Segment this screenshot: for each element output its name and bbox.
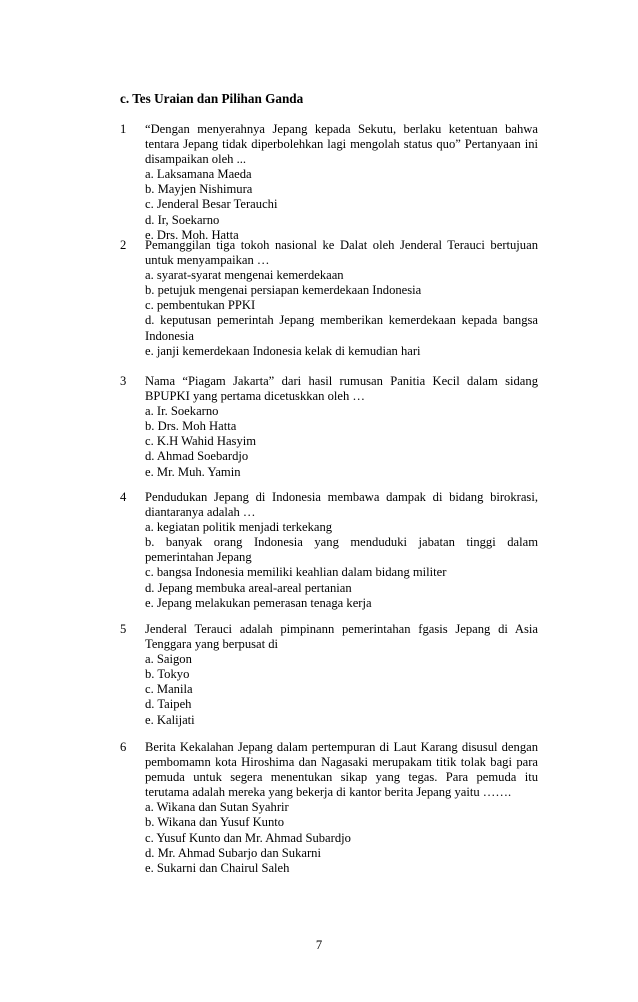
option-b: b. Drs. Moh Hatta <box>145 419 237 434</box>
question-number: 3 <box>120 374 127 388</box>
option-c: c. pembentukan PPKI <box>145 298 256 313</box>
option-b: b. petujuk mengenai persiapan kemerdekaan Indonesia <box>145 283 422 298</box>
question-number: 2 <box>120 238 127 252</box>
option-a: a. Wikana dan Sutan Syahrir <box>145 800 289 815</box>
option-a: a. kegiatan politik menjadi terkekang <box>145 520 333 535</box>
question-text: “Dengan menyerahnya Jepang kepada Sekutu, berlaku ketentuan bahwa tentara Jepang tidak diperbolehkan lagi mengolah status quo” Pertanyaan ini disampaikan oleh ... <box>145 122 538 167</box>
option-c: c. Yusuf Kunto dan Mr. Ahmad Subardjo <box>145 830 351 845</box>
option-c: c. K.H Wahid Hasyim <box>145 434 257 449</box>
option-a: a. Saigon <box>145 652 192 667</box>
option-d: d. Taipeh <box>145 697 192 712</box>
question-3 <box>120 374 538 480</box>
question-number: 4 <box>120 490 127 504</box>
option-d: d. Jepang membuka areal-areal pertanian <box>145 580 352 595</box>
option-e: e. janji kemerdekaan Indonesia kelak di kemudian hari <box>145 343 421 358</box>
question-number: 6 <box>120 740 127 754</box>
option-e: e. Drs. Moh. Hatta <box>145 227 239 242</box>
question-text: Berita Kekalahan Jepang dalam pertempuran di Laut Karang disusul dengan pembomamn kota Hiroshima dan Nagasaki merupakam titik tolak bagi para pemuda untuk segera menentukan sikap yang tegas. Para pemuda itu terutama adalah mereka yang bekerja di kantor berita Jepang yaitu ……. <box>145 740 538 800</box>
section-heading: c. Tes Uraian dan Pilihan Ganda <box>120 91 304 106</box>
option-e: e. Mr. Muh. Yamin <box>145 464 241 479</box>
option-e: e. Jepang melakukan pemerasan tenaga kerja <box>145 595 372 610</box>
option-a: a. Ir. Soekarno <box>145 404 219 419</box>
option-c: c. Manila <box>145 682 193 697</box>
question-number: 5 <box>120 622 127 636</box>
option-b: b. Wikana dan Yusuf Kunto <box>145 815 285 830</box>
question-6 <box>120 740 538 876</box>
question-5 <box>120 622 538 728</box>
option-a: a. Laksamana Maeda <box>145 167 252 182</box>
option-e: e. Kalijati <box>145 712 195 727</box>
option-b: b. Tokyo <box>145 667 190 682</box>
question-1 <box>120 122 538 243</box>
option-d: d. Ahmad Soebardjo <box>145 449 249 464</box>
question-number: 1 <box>120 122 127 136</box>
question-2 <box>120 238 538 359</box>
option-b: b. banyak orang Indonesia yang menduduki jabatan tinggi dalam pemerintahan Jepang <box>145 535 538 565</box>
option-d: d. keputusan pemerintah Jepang memberikan kemerdekaan kepada bangsa Indonesia <box>145 313 538 343</box>
option-b: b. Mayjen Nishimura <box>145 182 253 197</box>
question-text: Pendudukan Jepang di Indonesia membawa dampak di bidang birokrasi, diantaranya adalah … <box>145 490 538 520</box>
page-number: 7 <box>315 938 323 952</box>
option-d: d. Ir, Soekarno <box>145 212 220 227</box>
question-4 <box>120 490 538 611</box>
question-text: Pemanggilan tiga tokoh nasional ke Dalat oleh Jenderal Terauci bertujuan untuk menyampaikan … <box>145 238 538 268</box>
option-c: c. Jenderal Besar Terauchi <box>145 197 278 212</box>
option-e: e. Sukarni dan Chairul Saleh <box>145 860 290 875</box>
option-d: d. Mr. Ahmad Subarjo dan Sukarni <box>145 845 321 860</box>
question-text: Jenderal Terauci adalah pimpinann pemerintahan fgasis Jepang di Asia Tenggara yang berpusat di <box>145 622 538 652</box>
option-c: c. bangsa Indonesia memiliki keahlian dalam bidang militer <box>145 565 447 580</box>
question-text: Nama “Piagam Jakarta” dari hasil rumusan Panitia Kecil dalam sidang BPUPKI yang pertama dicetuskkan oleh … <box>145 374 538 404</box>
option-a: a. syarat-syarat mengenai kemerdekaan <box>145 268 344 283</box>
